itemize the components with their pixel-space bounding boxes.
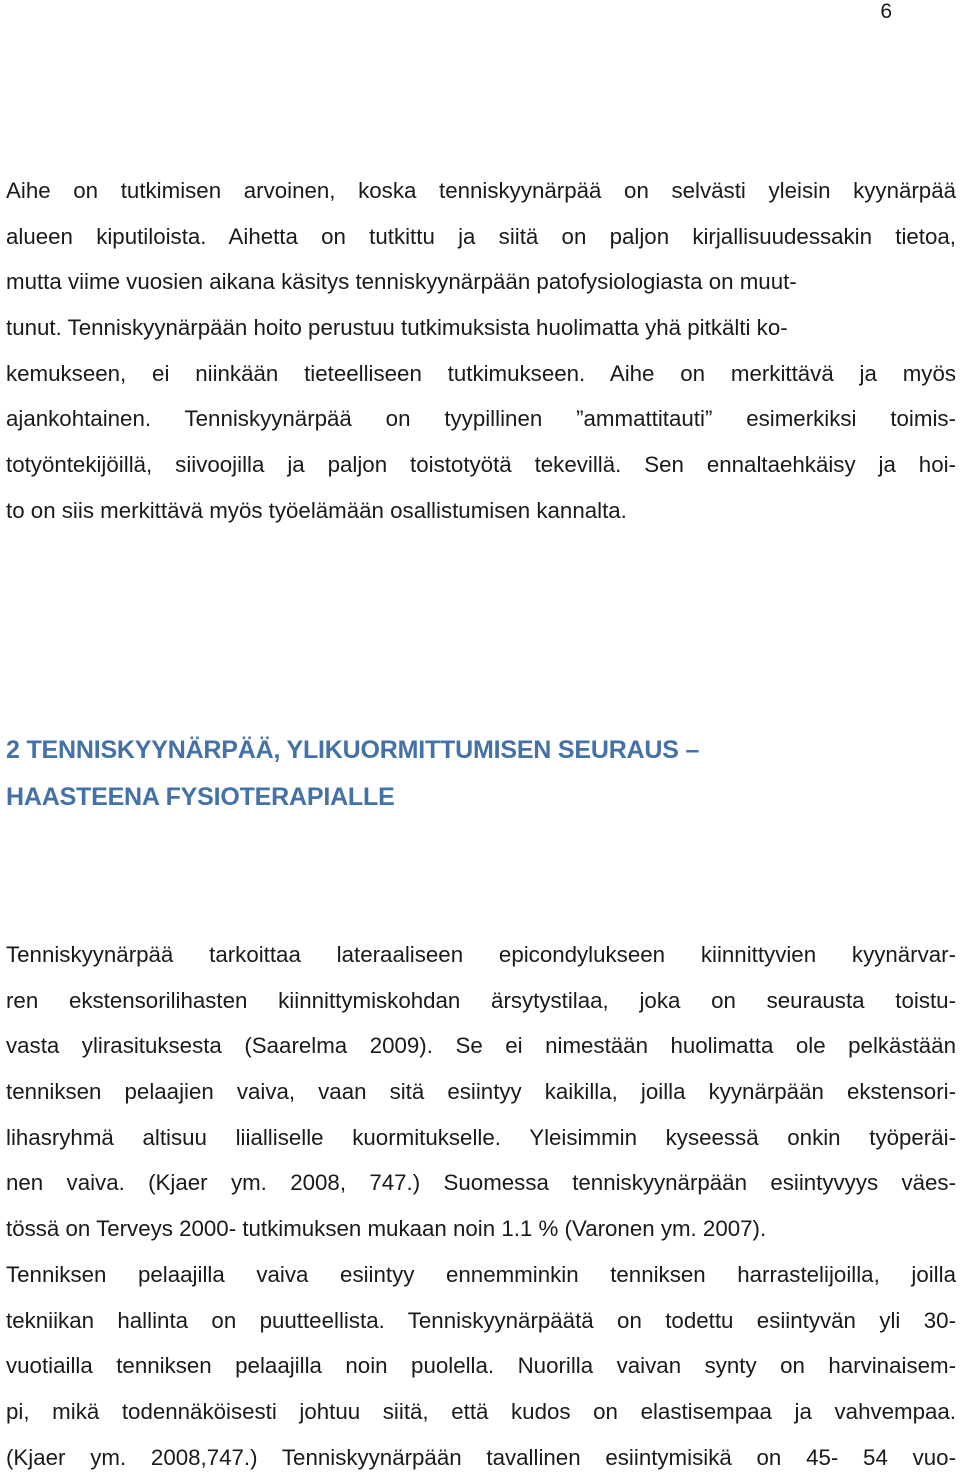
- heading-line: 2 TENNISKYYNÄRPÄÄ, YLIKUORMITTUMISEN SEURAUS –: [6, 736, 700, 764]
- section-heading: [6, 727, 956, 821]
- text-line: nen vaiva. (Kjaer ym. 2008, 747.) Suomessa tenniskyynärpään esiintyvyys väes-: [6, 1170, 956, 1196]
- text-line: mutta viime vuosien aikana käsitys tenniskyynärpään patofysiologiasta on muut-: [6, 269, 797, 295]
- text-line: tekniikan hallinta on puutteellista. Tenniskyynärpäätä on todettu esiintyvän yli 30-: [6, 1307, 956, 1333]
- text-line: vasta ylirasituksesta (Saarelma 2009). Se ei nimestään huolimatta ole pelkästään: [6, 1033, 956, 1059]
- text-line: pi, mikä todennäköisesti johtuu siitä, että kudos on elastisempaa ja vahvempaa.: [6, 1398, 956, 1424]
- text-line: ren ekstensorilihasten kiinnittymiskohdan ärsytystilaa, joka on seurausta toistu-: [6, 987, 956, 1013]
- text-line: kemukseen, ei niinkään tieteelliseen tutkimukseen. Aihe on merkittävä ja myös: [6, 360, 956, 386]
- text-line: (Kjaer ym. 2008,747.) Tenniskyynärpään tavallinen esiintymisikä on 45- 54 vuo-: [6, 1444, 956, 1470]
- text-line: Tenniskyynärpää tarkoittaa lateraaliseen epicondylukseen kiinnittyvien kyynärvar-: [6, 942, 956, 967]
- text-line: tunut. Tenniskyynärpään hoito perustuu tutkimuksista huolimatta yhä pitkälti ko-: [6, 315, 788, 341]
- text-line: lihasryhmä altisuu liialliselle kuormitukselle. Yleisimmin kyseessä onkin työperäi-: [6, 1124, 956, 1150]
- text-line: tössä on Terveys 2000- tutkimuksen mukaan noin 1.1 % (Varonen ym. 2007).: [6, 1216, 767, 1242]
- text-line: Tenniksen pelaajilla vaiva esiintyy ennemminkin tenniksen harrastelijoilla, joilla: [6, 1261, 956, 1287]
- body-paragraph-2: [6, 932, 956, 1480]
- text-line: vuotiailla tenniksen pelaajilla noin puolella. Nuorilla vaivan synty on harvinaisem-: [6, 1353, 956, 1379]
- heading-line: HAASTEENA FYSIOTERAPIALLE: [6, 783, 395, 811]
- text-line: tenniksen pelaajien vaiva, vaan sitä esiintyy kaikilla, joilla kyynärpään ekstensori-: [6, 1079, 956, 1105]
- text-line: ajankohtainen. Tenniskyynärpää on tyypillinen ”ammattitauti” esimerkiksi toimis-: [6, 406, 956, 432]
- text-line: alueen kiputiloista. Aihetta on tutkittu ja siitä on paljon kirjallisuudessakin tietoa,: [6, 223, 956, 249]
- page-number: 6: [880, 0, 892, 23]
- body-paragraph-1: [6, 168, 956, 534]
- text-line: Aihe on tutkimisen arvoinen, koska tenniskyynärpää on selvästi yleisin kyynärpää: [6, 178, 956, 203]
- text-line: to on siis merkittävä myös työelämään osallistumisen kannalta.: [6, 497, 627, 523]
- text-line: totyöntekijöillä, siivoojilla ja paljon toistotyötä tekevillä. Sen ennaltaehkäisy ja hoi-: [6, 452, 956, 478]
